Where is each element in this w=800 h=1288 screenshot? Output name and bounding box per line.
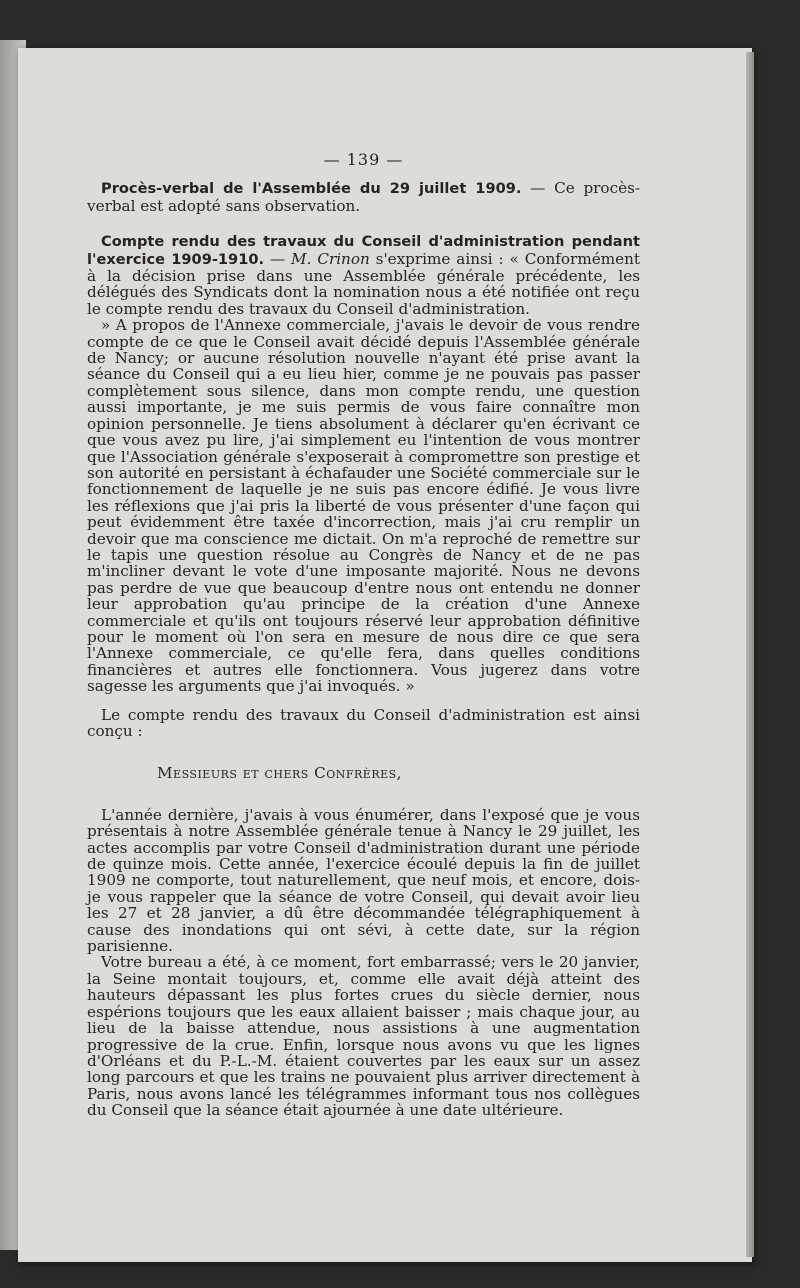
page-text (87, 152, 640, 1119)
annex-paragraph: » A propos de l'Annexe commerciale, j'avais le devoir de vous rendre compte de ce que le Conseil avait décidé depuis l'Assemblée générale de Nancy; or aucune résolution nouvelle n'ayant été prise avant la séance du Conseil qui a eu lieu hier, comme je ne pouvais pas passer complètement sous silence, dans mon compte rendu, une question aussi importante, je me suis permis de vous faire connaître mon opinion personnelle. Je tiens absolument à déclarer qu'en écrivant ce que vous avez pu lire, j'ai simplement eu l'intention de vous montrer que l'Association générale s'exposerait à compromettre son prestige et son autorité en persistant à échafauder une Société commerciale sur le fonctionnement de laquelle je ne suis pas encore édifié. Je vous livre les réflexions que j'ai pris la liberté de vous présenter d'une façon qui peut évidemment être taxée d'incorrection, mais j'ai cru remplir un devoir que ma conscience me dictait. On m'a reproché de remettre sur le tapis une question résolue au Congrès de Nancy et de ne pas m'incliner devant le vote d'une imposante majorité. Nous ne devons pas perdre de vue que beaucoup d'entre nous ont entendu ne donner leur approbation qu'au principe de la création d'une Annexe commerciale et qu'ils ont toujours réservé leur approbation définitive pour le moment où l'on sera en mesure de nous dire ce que sera l'Annexe commerciale, ce qu'elle fera, dans quelles conditions financières et autres elle fonctionnera. Vous jugerez dans votre sagesse les arguments que j'ai invoqués. » (87, 316, 640, 696)
report-heading: Compte rendu des travaux du Conseil d'administration pendant l'exercice 1909-1910. (87, 233, 640, 268)
minutes-paragraph (87, 180, 640, 214)
body-paragraph: Votre bureau a été, à ce moment, fort embarrassé; vers le 20 janvier, la Seine montait toujours, et, comme elle avait déjà atteint des hauteurs dépassant les plus fortes crues du siècle dernier, nous espérions toujours que les eaux allaient baisser ; mais chaque jour, au lieu de la baisse attendue, nous assistions à une augmentation progressive de la crue. Enfin, lorsque nous avons vu que les lignes d'Orléans et du P.-L.-M. étaient couvertes par les eaux sur un assez long parcours et que les trains ne pouvaient plus arriver directement à Paris, nous avons lancé les télégrammes informant tous nos collègues du Conseil que la séance était ajournée à une date ultérieure. (87, 953, 640, 1120)
report-dash: — (264, 249, 292, 268)
speaker-name: M. Crinon (291, 249, 370, 268)
body-paragraph: L'année dernière, j'avais à vous énumérer, dans l'exposé que je vous présentais à notre Assemblée générale tenue à Nancy le 29 juillet, les actes accomplis par votre Conseil d'administration durant une période de quinze mois. Cette année, l'exercice écoulé depuis la fin de juillet 1909 ne comporte, tout naturellement, que neuf mois, et encore, dois-je vous rappeler que la séance de votre Conseil, qui devait avoir lieu les 27 et 28 janvier, a dû être décommandée télégraphiquement à cause des inondations qui ont sévi, à cette date, sur la région parisienne. (87, 805, 640, 956)
page-number: — 139 — (323, 150, 404, 169)
intro-paragraph: Le compte rendu des travaux du Conseil d'administration est ainsi conçu : (87, 705, 640, 740)
report-text: s'exprime ainsi : « Conformément à la décision prise dans une Assemblée générale précédente, les délégués des Syndicats dont la nomination nous a été notifiée ont reçu le compte rendu des travaux du Conseil d'administration. (87, 249, 640, 318)
salutation: Messieurs et chers Confrères, (157, 764, 403, 783)
minutes-heading: Procès-verbal de l'Assemblée du 29 juillet 1909. (101, 180, 522, 198)
page-stack-edge (746, 52, 754, 1257)
report-paragraph (87, 233, 640, 317)
minutes-text: — Ce procès-verbal est adopté sans observation. (87, 179, 640, 215)
